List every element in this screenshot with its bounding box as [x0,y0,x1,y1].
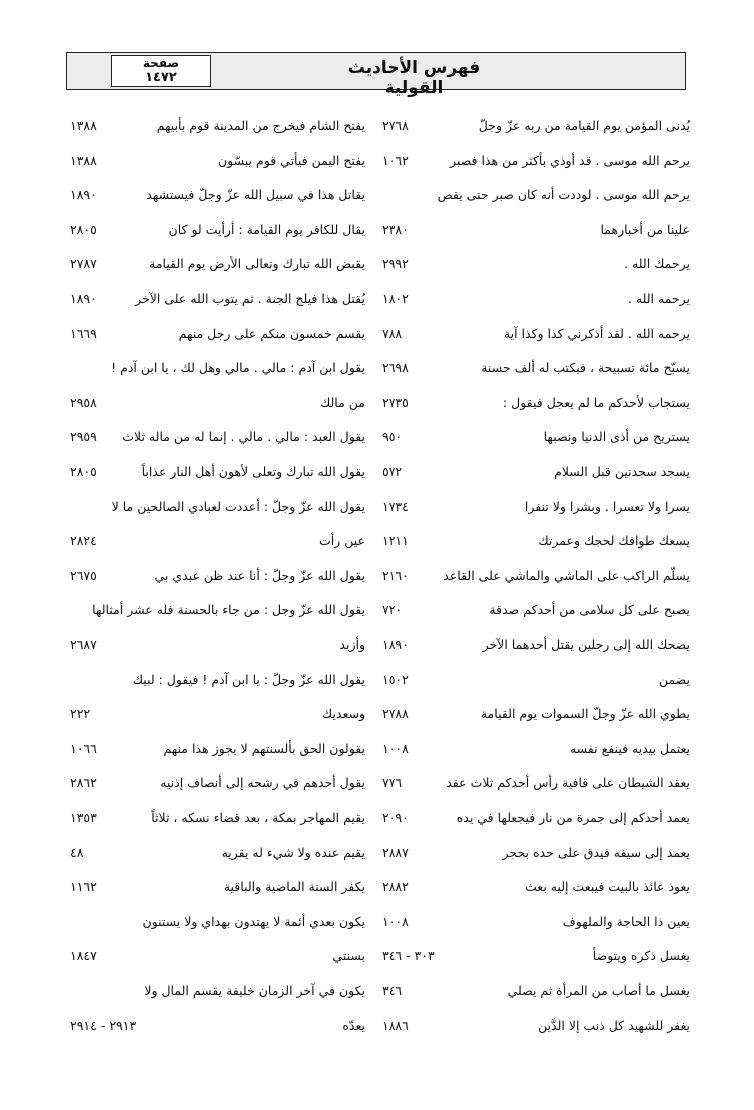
hadith-entry-number: ٣٠٣ - ٣٤٦ [382,948,435,963]
hadith-entry-number: ١٨٨٦ [382,1018,409,1033]
hadith-entry-number: ٢٩٩٢ [382,256,409,271]
hadith-entry-number: ٢٨٢٤ [70,533,97,548]
hadith-entry-text: يسلّم الراكب على الماشي والماشي على القاعد [443,568,690,583]
hadith-entry-text: يرحمك الله . [624,256,690,271]
hadith-entry-text: يطوي الله عزّ وجلّ السموات يوم القيامة [480,706,690,721]
hadith-entry-number: ١٨٩٠ [382,637,409,652]
hadith-entry-text: يعدّه [342,1018,365,1033]
hadith-entry-number: ٢٩١٣ - ٢٩١٤ [70,1018,137,1033]
hadith-entry-text: وأزيد [339,637,365,652]
hadith-entry-text: يُقتل هذا فيلج الجنة . ثم يتوب الله على الآخر [135,291,365,306]
hadith-entry-text: يقول العبد : مالي . مالي . إنما له من ماله ثلاث [122,429,365,444]
hadith-entry-text: يستجاب لأحدكم ما لم يعجل فيقول : [502,395,690,410]
hadith-entry-text: يقولون الحق بألسنتهم لا يجوز هذا منهم [163,741,365,756]
hadith-entry-text: يغسل ذكره ويتوضأ [592,948,690,963]
hadith-entry-number: ٢٣٨٠ [382,222,409,237]
hadith-entry-number: ٩٥٠ [382,429,403,444]
hadith-entry-number: ٢٦٨٧ [70,637,97,652]
hadith-entry-text: يقيم عنده ولا شيء له يقريه [221,845,365,860]
hadith-entry-text: يرحمه الله . [627,291,690,306]
hadith-entry-number: ٢٩٥٨ [70,395,97,410]
hadith-entry-text: يقبض الله تبارك وتعالى الأرض يوم القيامة [149,256,365,271]
hadith-entry-text: يرحم الله موسى . لوددت أنه كان صبر حتى يقص [437,187,690,202]
hadith-entry-number: ١٨٩٠ [70,187,97,202]
hadith-entry-text: يعتمل بيديه فينفع نفسه [569,741,690,756]
hadith-entry-text: يسبّح مائة تسبيحة ، فيكتب له ألف حسنة [481,360,690,375]
hadith-entry-number: ٢٠٩٠ [382,810,409,825]
hadith-entry-text: يستريح من أذى الدنيا ونصبها [543,429,690,444]
hadith-entry-text: بسنتي [332,948,365,963]
hadith-entry-text: يغفر للشهيد كل ذنب إلا الدَّين [538,1018,690,1033]
hadith-entry-text: علينا من أخبارهما [600,222,690,237]
hadith-entry-text: يغسل ما أصاب من المرأة ثم يصلي [507,983,690,998]
hadith-entry-number: ١٨٩٠ [70,291,97,306]
hadith-entry-text: يُدنى المؤمن يوم القيامة من ربه عزّ وجلّ [478,118,690,133]
hadith-entry-text: يعين ذا الحاجة والملهوف [562,914,690,929]
hadith-entry-text: يقسم خمسون منكم على رجل منهم [178,326,365,341]
hadith-entry-number: ١٧٣٤ [382,499,409,514]
hadith-entry-number: ١٠٦٦ [70,741,97,756]
hadith-entry-text: يقول أحدهم في رشحه إلى أنصاف إذنيه [160,775,365,790]
hadith-entry-number: ١٢١١ [382,533,409,548]
hadith-entry-number: ١٨٤٧ [70,948,97,963]
hadith-entry-number: ٢٩٥٩ [70,429,97,444]
hadith-entry-text: يعقد الشيطان على قافية رأس أحدكم ثلاث عقد [446,775,690,790]
hadith-entry-text: يرحم الله موسى . قد أوذي بأكثر من هذا فصبر [450,153,690,168]
hadith-entry-text: يكون بعدي أئمة لا يهتدون بهداي ولا يستنون [142,914,365,929]
hadith-entry-number: ٢٦٩٨ [382,360,409,375]
hadith-entry-number: ٢٧٨٧ [70,256,97,271]
hadith-entry-text: يكفر السنة الماضية والباقية [223,879,365,894]
hadith-entry-text: يرحمه الله . لقد أذكرني كذا وكذا آية [503,326,690,341]
hadith-entry-number: ١٠٠٨ [382,914,409,929]
hadith-entry-number: ٣٤٦ [382,983,403,998]
page-label: صفحة [142,56,180,70]
hadith-entry-number: ١٠٦٢ [382,153,409,168]
hadith-entry-number: ٢١٦٠ [382,568,409,583]
hadith-entry-text: يسرا ولا تعسرا . وبشرا ولا تنفرا [524,499,690,514]
index-title: فهرس الأحاديث القولية [347,58,481,98]
page-number: ١٤٧٢ [145,70,177,85]
hadith-entry-text: عين رأت [319,533,365,548]
hadith-entry-number: ٢٦٧٥ [70,568,97,583]
hadith-entry-text: يقول الله عزّ وجلّ : أعددت لعبادي الصالحين ما لا [111,499,365,514]
hadith-entry-number: ١٠٠٨ [382,741,409,756]
hadith-entry-text: وسعديك [321,706,365,721]
hadith-entry-text: يقول الله تبارك وتعلى لأهون أهل النار عذاباً [141,464,365,479]
hadith-entry-text: يكون في آخر الزمان خليفة يقسم المال ولا [144,983,365,998]
hadith-entry-number: ٢٧٦٨ [382,118,409,133]
hadith-entry-number: ١٣٨٨ [70,118,97,133]
hadith-entry-text: يقول الله عزّ وجلّ : أنا عند ظن عبدي بي [154,568,365,583]
hadith-entry-number: ٢٧٣٥ [382,395,409,410]
hadith-entry-text: يصبح على كل سلامى من أحدكم صدقة [489,602,690,617]
hadith-entry-text: يعمد إلى سيفه فيدق على حده بحجر [502,845,690,860]
hadith-entry-text: يقول ابن آدم : مالي . مالي وهل لك ، يا ابن آدم ! [111,360,365,375]
hadith-entry-number: ٢٨٦٢ [70,775,97,790]
hadith-entry-text: يقول الله عزّ وجلّ : يا ابن آدم ! فيقول : لبيك [132,672,365,687]
hadith-entry-number: ١٦٦٩ [70,326,97,341]
hadith-entry-number: ١٣٥٣ [70,810,97,825]
hadith-entry-text: يسعك طوافك لحجك وعمرتك [538,533,690,548]
hadith-entry-text: يقيم المهاجر بمكة ، بعد قضاء نسكه ، ثلاثاً [151,810,365,825]
hadith-entry-number: ١٥٠٢ [382,672,409,687]
hadith-entry-number: ٥٧٢ [382,464,403,479]
hadith-entry-text: من مالك [319,395,365,410]
hadith-entry-number: ٧٢٠ [382,602,403,617]
hadith-entry-number: ٢٨٨٢ [382,879,409,894]
hadith-entry-number: ٧٧٦ [382,775,403,790]
hadith-entry-number: ٢٨٨٧ [382,845,409,860]
hadith-entry-text: يعمد أحدكم إلى جمرة من نار فيجعلها في يده [456,810,690,825]
hadith-entry-number: ٢٨٠٥ [70,222,97,237]
hadith-entry-number: ١٣٨٨ [70,153,97,168]
hadith-entry-text: يفتح اليمن فيأتي قوم يبسّون [218,153,365,168]
hadith-entry-text: يسجد سجدتين قبل السلام [554,464,690,479]
hadith-entry-text: يضمن [658,672,690,687]
hadith-entry-text: يقول الله عزّ وجل : من جاء بالحسنة فله عشر أمثالها [92,602,365,617]
hadith-entry-number: ٢٧٨٨ [382,706,409,721]
hadith-entry-text: يقال للكافر يوم القيامة : أرأيت لو كان [168,222,365,237]
hadith-entry-number: ١٨٠٢ [382,291,409,306]
hadith-entry-number: ٤٨ [70,845,84,860]
hadith-entry-text: يضحك الله إلى رجلين يقتل أحدهما الآخر [482,637,690,652]
hadith-entry-text: يعوذ عائذ بالبيت فيبعث إليه بعث [525,879,690,894]
hadith-entry-number: ٧٨٨ [382,326,403,341]
hadith-entry-number: ٢٢٢ [70,706,91,721]
hadith-entry-number: ١١٦٢ [70,879,97,894]
hadith-entry-number: ٢٨٠٥ [70,464,97,479]
hadith-entry-text: يقاتل هذا في سبيل الله عزّ وجلّ فيستشهد [146,187,365,202]
hadith-entry-text: يفتح الشام فيخرج من المدينة قوم بأبيهم [156,118,365,133]
